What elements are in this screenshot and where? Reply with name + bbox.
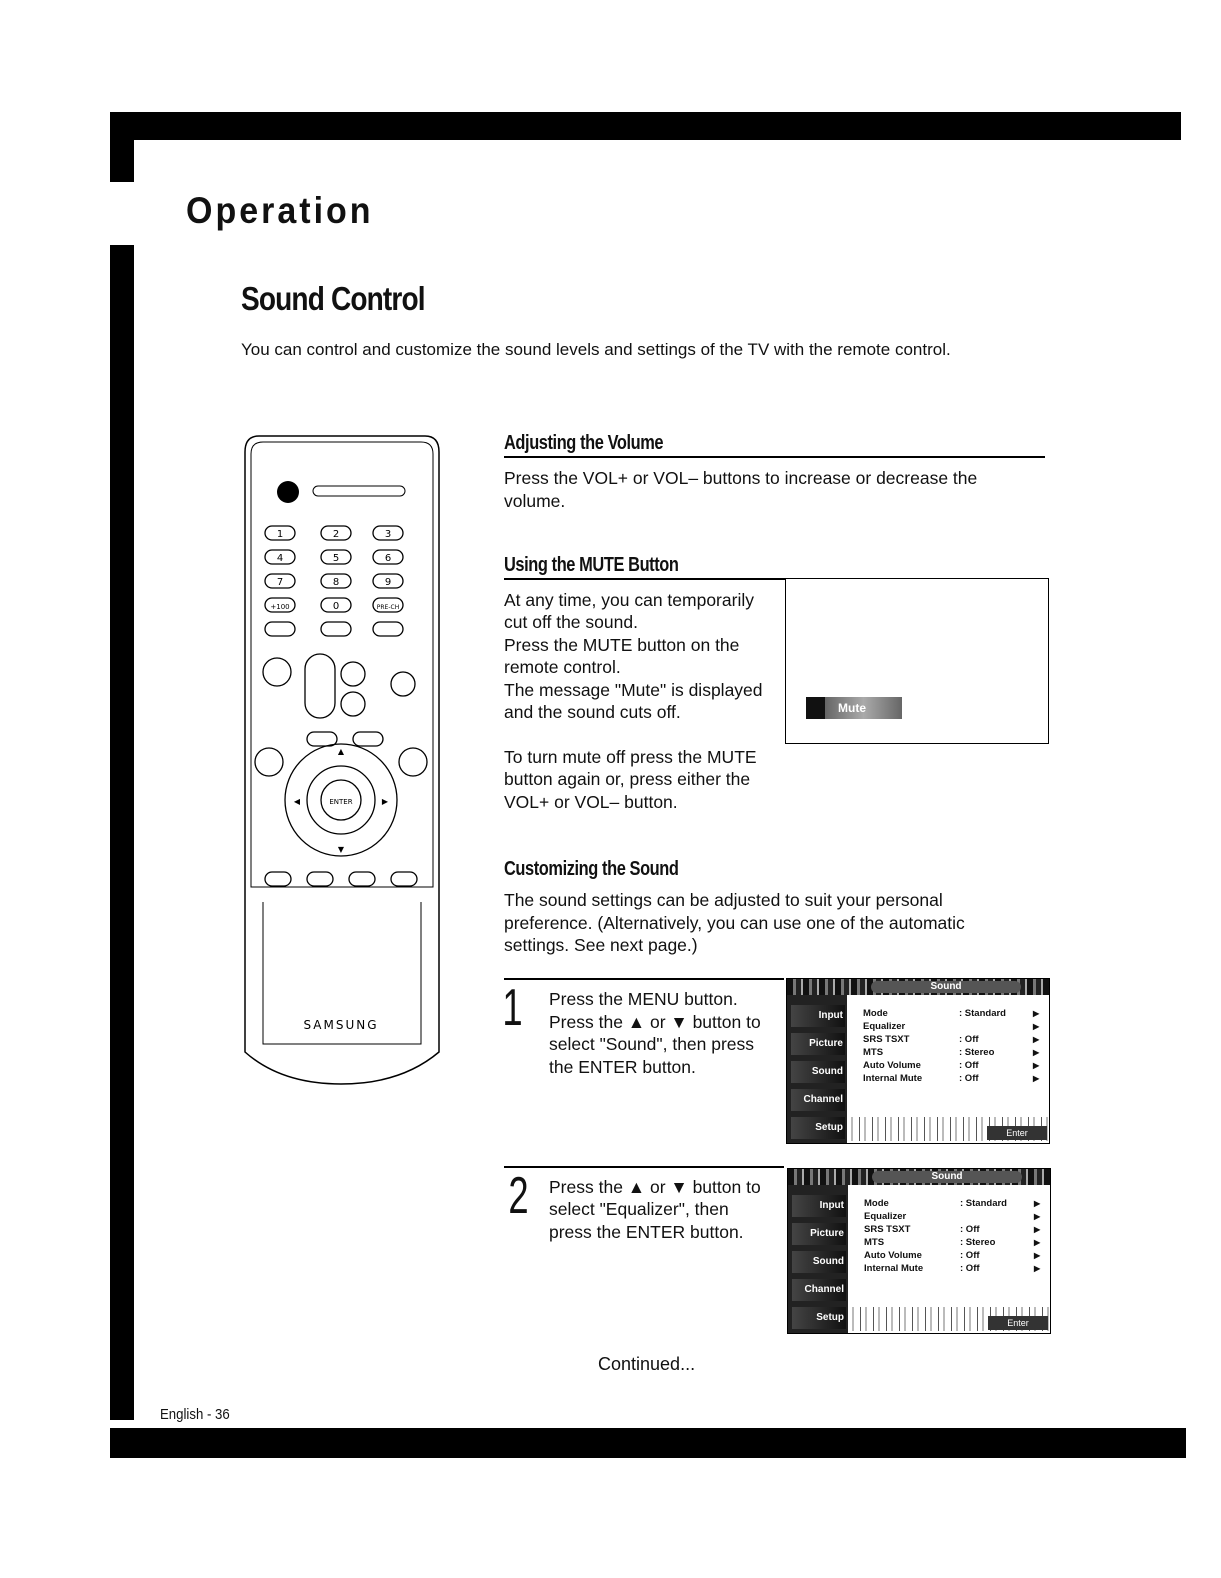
arrow-right-icon: ▶	[1033, 1048, 1040, 1057]
osd-row-label: Internal Mute	[863, 1073, 923, 1084]
osd-sidebar-item: Picture	[791, 1033, 845, 1055]
arrow-right-icon: ▶	[1033, 1061, 1040, 1070]
arrow-right-icon: ▶	[1034, 1251, 1041, 1260]
arrow-right-icon: ▶	[1033, 1074, 1040, 1083]
heading-adjusting-volume: Adjusting the Volume	[504, 432, 664, 454]
mute-off-line: button again or, press either the	[504, 769, 751, 789]
step-line: Press the ▲ or ▼ button to	[549, 1177, 761, 1197]
osd-row-label: MTS	[864, 1237, 885, 1248]
heading-rule	[504, 456, 1045, 458]
osd-sidebar-item: Input	[791, 1005, 845, 1027]
osd-sidebar-item: Setup	[791, 1117, 845, 1139]
svg-text:4: 4	[276, 553, 284, 564]
step-line: select "Sound", then press	[549, 1034, 755, 1054]
step-rule	[504, 1166, 784, 1168]
osd-row-value: : Standard	[960, 1198, 1007, 1209]
osd-row-value: : Off	[959, 1060, 979, 1071]
osd-menu-step-2	[787, 1168, 1051, 1334]
step-line: press the ENTER button.	[549, 1222, 744, 1242]
heading-mute: Using the MUTE Button	[504, 554, 679, 576]
left-black-bar	[110, 245, 134, 1420]
osd-sidebar-item: Picture	[792, 1223, 846, 1245]
osd-sidebar	[788, 1185, 848, 1333]
mute-off-line: VOL+ or VOL– button.	[504, 792, 678, 812]
osd-row-label: Auto Volume	[863, 1060, 921, 1071]
osd-row-value: : Off	[960, 1224, 980, 1235]
svg-text:6: 6	[384, 553, 392, 564]
osd-row-label: Mode	[864, 1198, 889, 1209]
svg-text:8: 8	[332, 577, 340, 588]
arrow-right-icon: ▶	[1033, 1022, 1040, 1031]
svg-text:7: 7	[276, 577, 284, 588]
customizing-line: preference. (Alternatively, you can use one of the automatic	[504, 913, 965, 933]
arrow-right-icon: ▶	[1034, 1225, 1041, 1234]
mute-line: remote control.	[504, 657, 621, 677]
osd-row-label: Equalizer	[864, 1211, 907, 1222]
customizing-line: settings. See next page.)	[504, 935, 698, 955]
osd-row-value: : Off	[959, 1034, 979, 1045]
bottom-black-bar	[110, 1428, 1186, 1458]
osd-sidebar-item: Channel	[791, 1089, 845, 1111]
osd-sidebar	[787, 995, 847, 1143]
mute-off-line: To turn mute off press the MUTE	[504, 747, 757, 767]
mute-line: and the sound cuts off.	[504, 702, 681, 722]
arrow-right-icon: ▶	[1034, 1199, 1041, 1208]
osd-sidebar-item: Sound	[792, 1251, 846, 1273]
osd-row-value: : Off	[960, 1263, 980, 1274]
osd-row-label: MTS	[863, 1047, 884, 1058]
osd-sidebar-item: Sound	[791, 1061, 845, 1083]
mute-line: The message "Mute" is displayed	[504, 680, 763, 700]
step-line: Press the ▲ or ▼ button to	[549, 1012, 761, 1032]
arrow-right-icon: ▶	[1033, 1009, 1040, 1018]
osd-row-label: Equalizer	[863, 1021, 906, 1032]
top-black-bar	[110, 112, 1181, 140]
adjusting-text-1: Press the VOL+ or VOL– buttons to increase or decrease the	[504, 468, 978, 488]
arrow-right-icon: ▶	[1033, 1035, 1040, 1044]
osd-sidebar-item: Setup	[792, 1307, 846, 1329]
remote-control-illustration	[241, 432, 443, 1087]
svg-text:◀: ◀	[293, 797, 301, 806]
svg-text:1: 1	[276, 529, 284, 540]
svg-text:3: 3	[384, 529, 392, 540]
osd-row-label: SRS TSXT	[863, 1034, 910, 1045]
step-line: select "Equalizer", then	[549, 1199, 729, 1219]
osd-row-value: : Stereo	[959, 1047, 995, 1058]
mute-line: cut off the sound.	[504, 612, 638, 632]
osd-row-value: : Standard	[959, 1008, 1006, 1019]
svg-text:ENTER: ENTER	[329, 798, 353, 806]
osd-sidebar-item: Input	[792, 1195, 846, 1217]
svg-text:▶: ▶	[381, 797, 389, 806]
osd-row-label: SRS TSXT	[864, 1224, 911, 1235]
mute-osd-label: Mute	[806, 697, 902, 719]
arrow-right-icon: ▶	[1034, 1264, 1041, 1273]
heading-customizing: Customizing the Sound	[504, 858, 679, 880]
arrow-right-icon: ▶	[1034, 1212, 1041, 1221]
osd-enter-label: Enter	[988, 1316, 1048, 1330]
continued-text: Continued...	[598, 1354, 696, 1374]
customizing-line: The sound settings can be adjusted to suit your personal	[504, 890, 943, 910]
step-number: 2	[508, 1167, 529, 1225]
svg-text:5: 5	[332, 553, 340, 564]
svg-text:2: 2	[332, 529, 340, 540]
left-black-tab-top	[110, 112, 134, 182]
svg-text:SAMSUNG: SAMSUNG	[303, 1018, 379, 1032]
page-title: Sound Control	[241, 280, 425, 317]
osd-row-value: : Stereo	[960, 1237, 996, 1248]
osd-tab-title: Sound	[872, 1171, 1022, 1183]
osd-tab-title: Sound	[871, 981, 1021, 993]
step-line: Press the MENU button.	[549, 989, 738, 1009]
osd-row-value: : Off	[960, 1250, 980, 1261]
step-rule	[504, 978, 784, 980]
osd-row-label: Auto Volume	[864, 1250, 922, 1261]
page-footer: English - 36	[160, 1406, 230, 1423]
adjusting-text-2: volume.	[504, 491, 566, 511]
arrow-right-icon: ▶	[1034, 1238, 1041, 1247]
osd-row-label: Internal Mute	[864, 1263, 924, 1274]
osd-enter-label: Enter	[987, 1126, 1047, 1140]
intro-text: You can control and customize the sound levels and settings of the TV with the remote control.	[241, 340, 951, 359]
svg-text:9: 9	[384, 577, 392, 588]
osd-row-value: : Off	[959, 1073, 979, 1084]
osd-sidebar-item: Channel	[792, 1279, 846, 1301]
step-number: 1	[502, 979, 523, 1037]
step-line: the ENTER button.	[549, 1057, 696, 1077]
osd-menu-step-1	[786, 978, 1050, 1144]
heading-rule	[504, 578, 787, 580]
mute-screen-illustration	[785, 578, 1049, 744]
svg-text:PRE-CH: PRE-CH	[376, 604, 400, 611]
mute-line: At any time, you can temporarily	[504, 590, 754, 610]
mute-line: Press the MUTE button on the	[504, 635, 740, 655]
svg-text:▲: ▲	[337, 747, 345, 756]
svg-text:0: 0	[332, 601, 340, 612]
svg-text:▼: ▼	[337, 845, 345, 854]
osd-row-label: Mode	[863, 1008, 888, 1019]
section-title: Operation	[186, 190, 374, 232]
svg-text:+100: +100	[270, 603, 290, 611]
